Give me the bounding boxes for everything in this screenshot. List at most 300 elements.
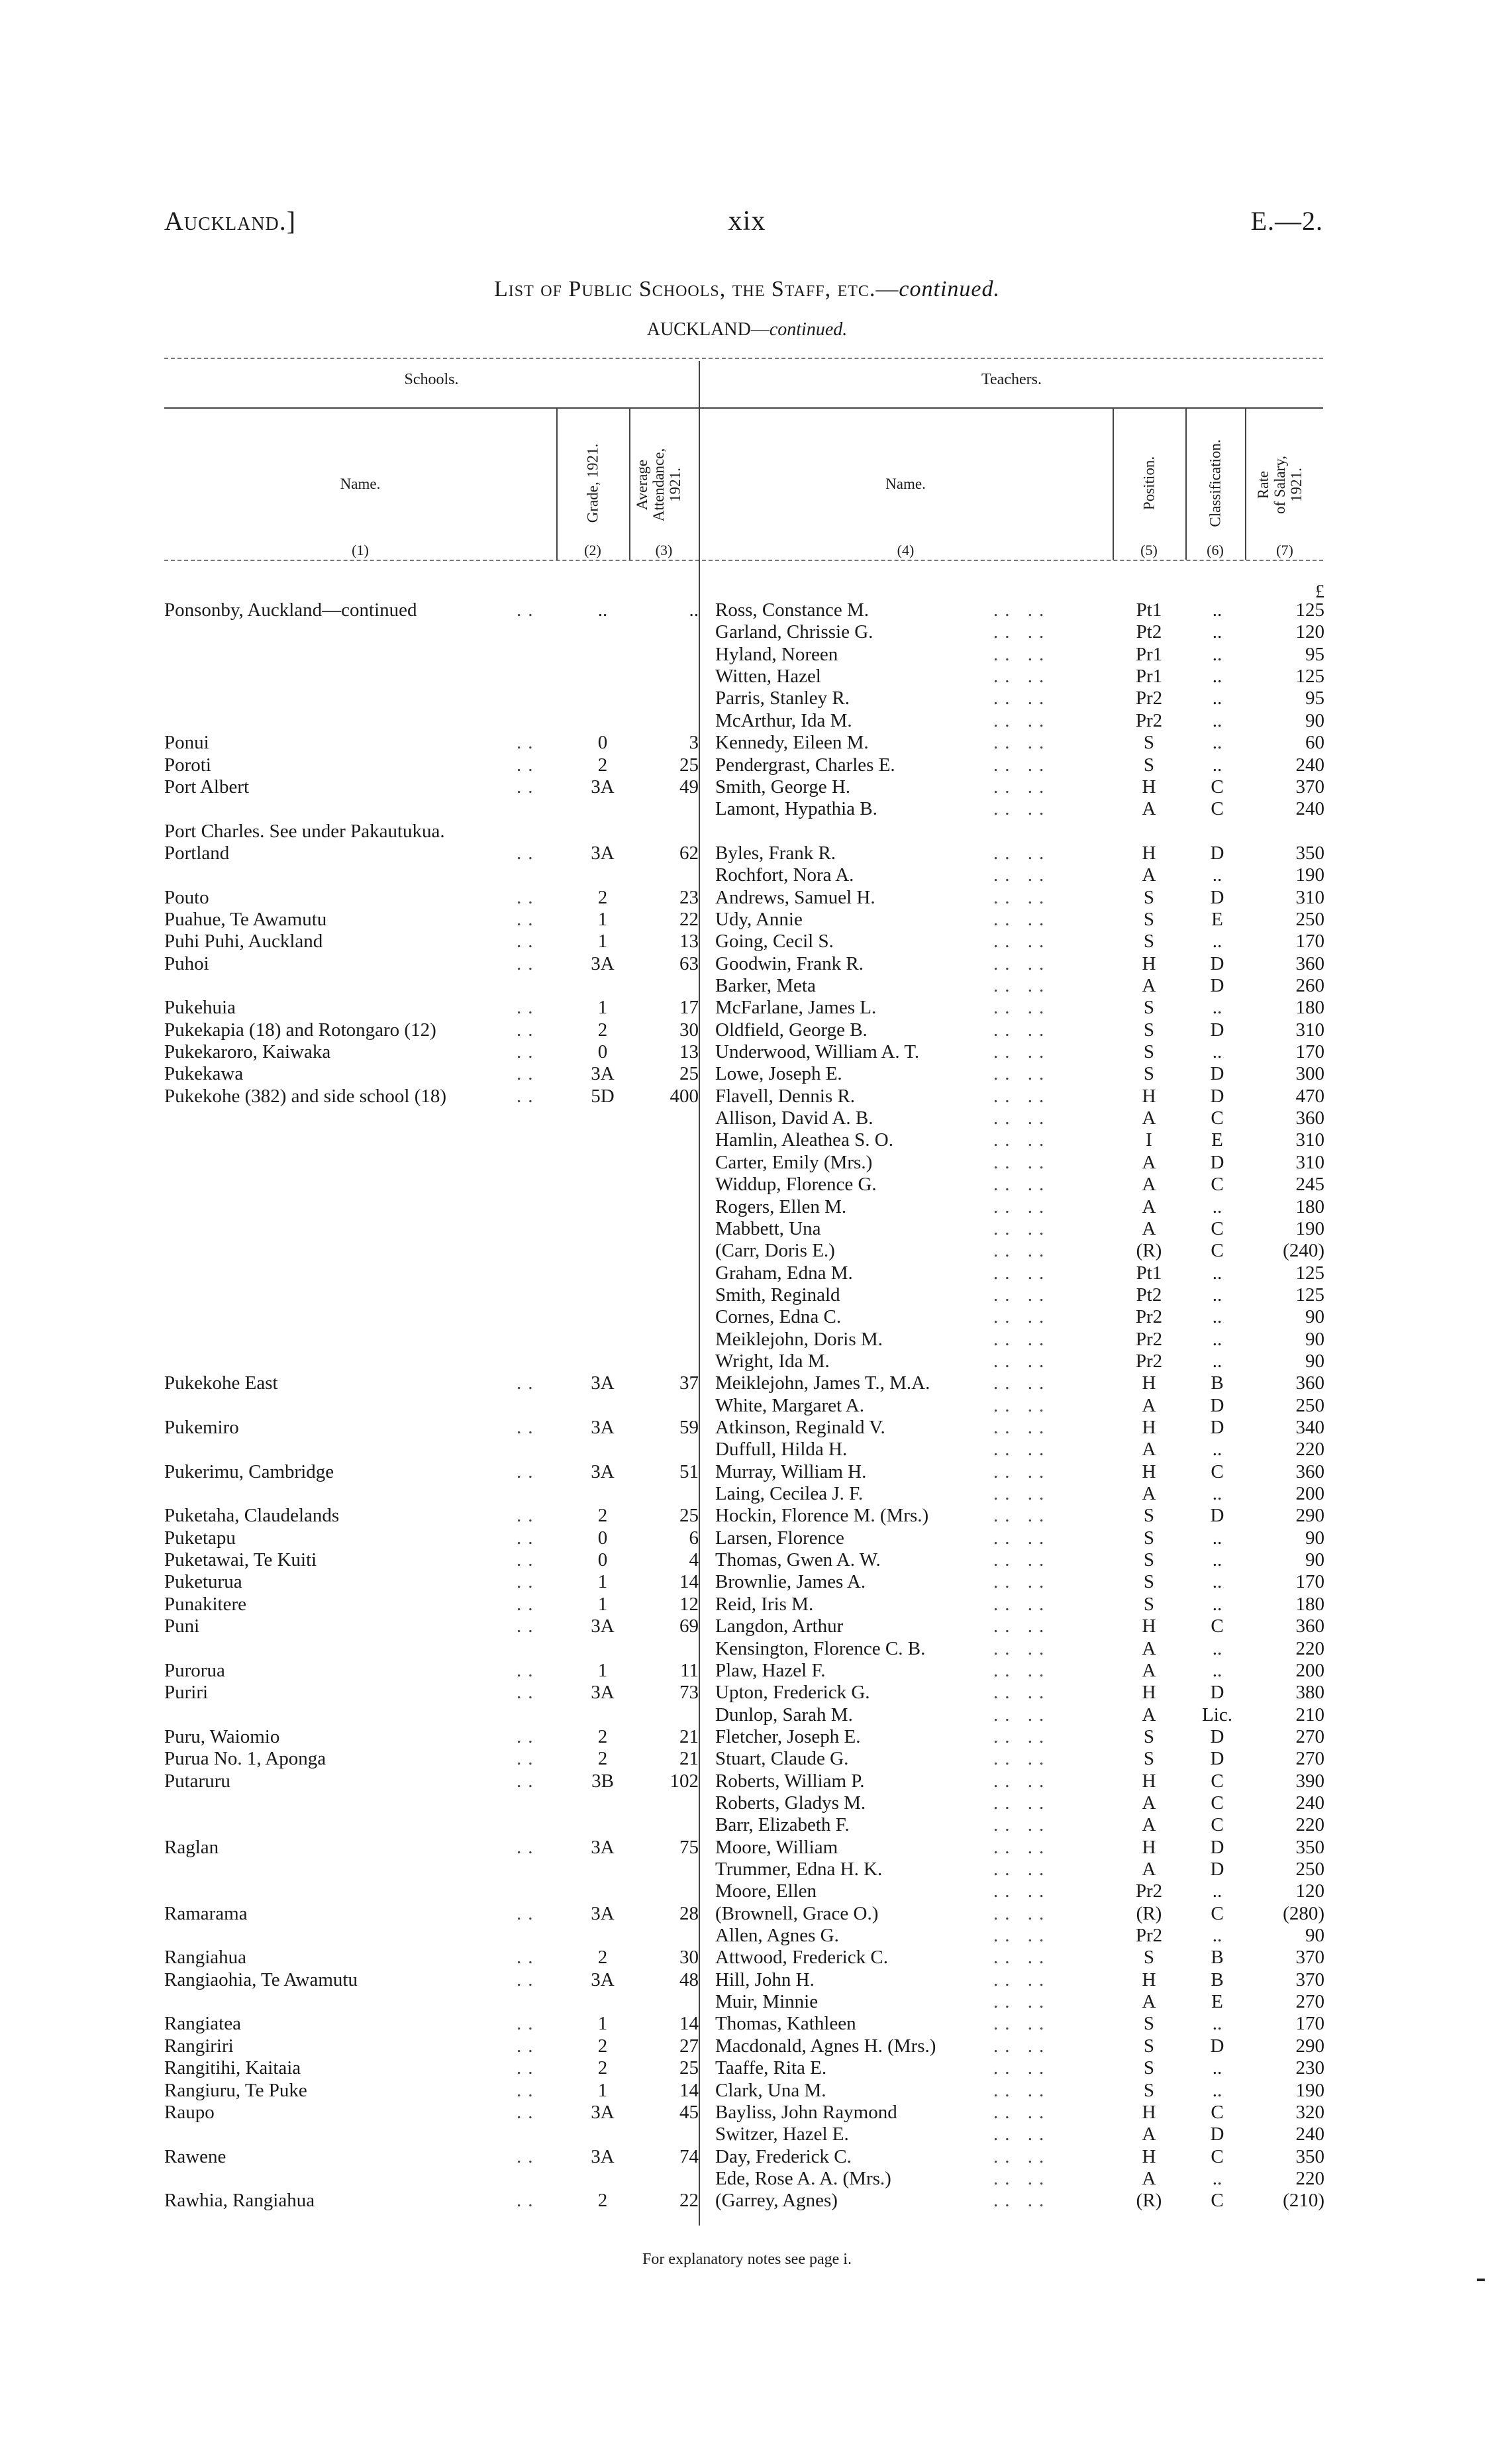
table-row [0, 1019, 1494, 1041]
classification: .. [1212, 666, 1222, 688]
teacher-name: Rogers, Ellen M. [715, 1196, 847, 1217]
classification: Lic. [1202, 1704, 1232, 1725]
salary: 320 [1295, 2101, 1324, 2123]
table-row [0, 2057, 1494, 2079]
subtitle-continued: continued. [769, 319, 848, 340]
school-name: Poroti [164, 754, 211, 776]
grade: 3A [591, 1902, 615, 1924]
col-divider-1 [556, 407, 558, 560]
classification: .. [1212, 754, 1222, 776]
attendance: .. [689, 599, 699, 621]
col-grade: Grade, 1921. [584, 443, 601, 523]
attendance: 17 [679, 997, 699, 1019]
col-number-1: (1) [352, 542, 369, 558]
teacher-name: Lowe, Joseph E. [715, 1063, 842, 1085]
school-name: Pukehuia [164, 997, 236, 1019]
table-row [0, 1041, 1494, 1063]
position: Pr1 [1135, 643, 1163, 665]
table-row [0, 1947, 1494, 1969]
salary: 240 [1295, 1792, 1324, 1814]
salary: (240) [1283, 1240, 1324, 1262]
teacher-name: Hamlin, Aleathea S. O. [715, 1129, 894, 1151]
leader-dots: .. .. [993, 1770, 1051, 1792]
school-name: Puhoi [164, 952, 209, 974]
teacher-name: Moore, Ellen [715, 1880, 817, 1902]
table-top-rule [164, 358, 1323, 359]
grade: 1 [597, 2079, 608, 2101]
table-row [0, 1527, 1494, 1549]
attendance: 48 [679, 1969, 699, 1990]
teacher-name: Thomas, Kathleen [715, 2013, 856, 2035]
leader-dots: .. .. [993, 2145, 1051, 2167]
attendance: 69 [679, 1616, 699, 1637]
teacher-name: Kennedy, Eileen M. [715, 732, 869, 754]
col-number-4: (4) [897, 542, 915, 558]
teacher-name: Ross, Constance M. [715, 599, 869, 621]
table-row [0, 666, 1494, 688]
school-name: Pukekohe (382) and side school (18) [164, 1085, 447, 1107]
leader-dots: .. .. [993, 1859, 1051, 1880]
teacher-name: Allison, David A. B. [715, 1107, 873, 1129]
leader-dots: .. .. [993, 1284, 1051, 1306]
position: Pr2 [1135, 709, 1163, 731]
grade: 2 [597, 886, 608, 908]
classification: D [1210, 1417, 1224, 1438]
teacher-name: Thomas, Gwen A. W. [715, 1549, 881, 1570]
classification: C [1211, 1107, 1224, 1129]
leader-dots: .. .. [993, 1439, 1051, 1461]
salary: 370 [1295, 1947, 1324, 1969]
school-name: Port Charles. See under Pakautukua. [164, 820, 445, 842]
attendance: 3 [689, 732, 699, 754]
leader-dots: .. [517, 2013, 540, 2035]
salary: 180 [1295, 1593, 1324, 1615]
table-row [0, 1439, 1494, 1461]
col-salary-line2: of Salary, [1271, 456, 1288, 514]
teacher-name: Day, Frederick C. [715, 2145, 852, 2167]
position: A [1142, 1107, 1156, 1129]
leader-dots: .. [517, 1902, 540, 1924]
table-row [0, 843, 1494, 864]
leader-dots: .. .. [993, 864, 1051, 886]
leader-dots: .. .. [993, 1704, 1051, 1725]
school-name: Puketurua [164, 1571, 242, 1593]
salary: 60 [1305, 732, 1324, 754]
school-name: Rangiaohia, Te Awamutu [164, 1969, 358, 1990]
teacher-name: Larsen, Florence [715, 1527, 844, 1549]
position: H [1142, 1682, 1156, 1704]
teacher-name: (Garrey, Agnes) [715, 2190, 838, 2212]
classification: D [1210, 975, 1224, 996]
position: A [1142, 864, 1156, 886]
grade: 3A [591, 1682, 615, 1704]
classification: E [1211, 1991, 1223, 2013]
position: S [1143, 1505, 1155, 1527]
position: H [1142, 1461, 1156, 1482]
leader-dots: .. .. [993, 2013, 1051, 2035]
salary: 190 [1295, 2079, 1324, 2101]
classification: C [1211, 1616, 1224, 1637]
leader-dots: .. .. [993, 754, 1051, 776]
position: Pr2 [1135, 1350, 1163, 1372]
classification: C [1211, 2101, 1224, 2123]
leader-dots: .. [517, 599, 540, 621]
table-row [0, 1638, 1494, 1660]
salary: 220 [1295, 2167, 1324, 2189]
school-name: Pukekohe East [164, 1372, 278, 1394]
teacher-name: Byles, Frank R. [715, 842, 836, 864]
attendance: 102 [670, 1770, 699, 1792]
salary: 200 [1295, 1483, 1324, 1504]
table-row [0, 798, 1494, 820]
leader-dots: .. .. [993, 643, 1051, 665]
teacher-name: Hill, John H. [715, 1969, 815, 1990]
header-bottom-rule [164, 560, 1323, 561]
classification: C [1211, 1461, 1224, 1482]
classification: B [1211, 1969, 1224, 1990]
leader-dots: .. [517, 2101, 540, 2123]
table-row [0, 1549, 1494, 1571]
teacher-name: Underwood, William A. T. [715, 1041, 920, 1062]
teacher-name: Langdon, Arthur [715, 1616, 844, 1637]
leader-dots: .. [517, 1969, 540, 1990]
salary: 90 [1305, 1350, 1324, 1372]
leader-dots: .. .. [993, 1527, 1051, 1549]
salary: 360 [1295, 952, 1324, 974]
table-row [0, 1129, 1494, 1151]
teacher-name: Meiklejohn, Doris M. [715, 1328, 883, 1350]
school-name: Rawene [164, 2145, 226, 2167]
classification: C [1211, 2145, 1224, 2167]
position: S [1143, 886, 1155, 908]
salary: 220 [1295, 1814, 1324, 1836]
col-salary-line3: 1921. [1288, 468, 1305, 502]
school-name: Puketaha, Claudelands [164, 1505, 340, 1527]
leader-dots: .. .. [993, 666, 1051, 688]
classification: .. [1212, 688, 1222, 709]
grade: 1 [597, 2013, 608, 2035]
teacher-name: Smith, George H. [715, 776, 851, 797]
school-name: Rangiuru, Te Puke [164, 2079, 307, 2101]
leader-dots: .. .. [993, 688, 1051, 709]
salary: 340 [1295, 1417, 1324, 1438]
attendance: 25 [679, 1505, 699, 1527]
position: A [1142, 975, 1156, 996]
group-schools: Schools. [404, 371, 459, 388]
position: A [1142, 1704, 1156, 1725]
leader-dots: .. .. [993, 2057, 1051, 2079]
leader-dots: .. [517, 1505, 540, 1527]
school-name: Puahue, Te Awamutu [164, 908, 327, 930]
col-divider-2 [629, 407, 630, 560]
attendance: 45 [679, 2101, 699, 2123]
attendance: 400 [670, 1085, 699, 1107]
leader-dots: .. [517, 1417, 540, 1438]
position: H [1142, 842, 1156, 864]
leader-dots: .. .. [993, 1151, 1051, 1173]
position: Pt2 [1136, 1284, 1162, 1306]
position: Pr2 [1135, 1306, 1163, 1328]
teacher-name: Ede, Rose A. A. (Mrs.) [715, 2167, 891, 2189]
salary: 90 [1305, 1549, 1324, 1570]
teacher-name: Carter, Emily (Mrs.) [715, 1151, 873, 1173]
leader-dots: .. .. [993, 1041, 1051, 1062]
salary: 125 [1295, 1262, 1324, 1284]
grade: .. [597, 599, 608, 621]
position: S [1143, 2035, 1155, 2057]
leader-dots: .. .. [993, 798, 1051, 820]
teacher-name: Switzer, Hazel E. [715, 2124, 849, 2145]
leader-dots: .. [517, 2079, 540, 2101]
grade: 3A [591, 2145, 615, 2167]
school-name: Rangiatea [164, 2013, 241, 2035]
school-name: Ponui [164, 732, 209, 754]
salary: 250 [1295, 1859, 1324, 1880]
grade: 3A [591, 1836, 615, 1858]
grade: 1 [597, 1593, 608, 1615]
attendance: 37 [679, 1372, 699, 1394]
classification: .. [1212, 1925, 1222, 1946]
position: Pr2 [1135, 1328, 1163, 1350]
classification: D [1210, 842, 1224, 864]
table-row [0, 1218, 1494, 1240]
classification: .. [1212, 997, 1222, 1019]
salary: 90 [1305, 709, 1324, 731]
leader-dots: .. [517, 1041, 540, 1062]
table-row [0, 953, 1494, 975]
salary: 290 [1295, 1505, 1324, 1527]
attendance: 6 [689, 1527, 699, 1549]
classification: D [1210, 1859, 1224, 1880]
school-name: Portland [164, 842, 230, 864]
leader-dots: .. .. [993, 732, 1051, 754]
table-row [0, 1814, 1494, 1836]
classification: .. [1212, 1483, 1222, 1504]
teacher-name: Plaw, Hazel F. [715, 1659, 826, 1681]
table-row [0, 1306, 1494, 1328]
position: H [1142, 776, 1156, 797]
subtitle-main: AUCKLAND— [646, 319, 770, 340]
salary: 360 [1295, 1372, 1324, 1394]
classification: .. [1212, 1549, 1222, 1570]
classification: B [1211, 1372, 1224, 1394]
classification: .. [1212, 1527, 1222, 1549]
salary: 210 [1295, 1704, 1324, 1725]
position: H [1142, 1969, 1156, 1990]
attendance: 30 [679, 1947, 699, 1969]
leader-dots: .. .. [993, 1217, 1051, 1239]
grade: 2 [597, 2035, 608, 2057]
col-attendance-line3: 1921. [667, 468, 683, 502]
grade: 0 [597, 732, 608, 754]
salary: 310 [1295, 1129, 1324, 1151]
table-row [0, 1372, 1494, 1394]
position: A [1142, 798, 1156, 820]
attendance: 22 [679, 908, 699, 930]
table-row [0, 688, 1494, 709]
teacher-name: Bayliss, John Raymond [715, 2101, 897, 2123]
leader-dots: .. .. [993, 1196, 1051, 1217]
grade: 1 [597, 997, 608, 1019]
position: S [1143, 1748, 1155, 1770]
leader-dots: .. .. [993, 2167, 1051, 2189]
leader-dots: .. [517, 732, 540, 754]
teacher-name: Trummer, Edna H. K. [715, 1859, 883, 1880]
leader-dots: .. .. [993, 2124, 1051, 2145]
grade: 2 [597, 2057, 608, 2079]
table-row [0, 1461, 1494, 1483]
leader-dots: .. .. [993, 621, 1051, 643]
table-row [0, 1704, 1494, 1726]
classification: .. [1212, 2167, 1222, 2189]
school-name: Puketawai, Te Kuiti [164, 1549, 317, 1570]
leader-dots: .. .. [993, 1129, 1051, 1151]
salary: 360 [1295, 1461, 1324, 1482]
teacher-name: Dunlop, Sarah M. [715, 1704, 853, 1725]
teacher-name: Flavell, Dennis R. [715, 1085, 856, 1107]
attendance: 21 [679, 1725, 699, 1747]
leader-dots: .. .. [993, 1394, 1051, 1416]
grade: 3A [591, 1372, 615, 1394]
leader-dots: .. .. [993, 599, 1051, 621]
table-row [0, 1792, 1494, 1814]
teacher-name: Murray, William H. [715, 1461, 867, 1482]
leader-dots: .. .. [993, 1947, 1051, 1969]
position: A [1142, 1637, 1156, 1659]
classification: .. [1212, 2079, 1222, 2101]
teacher-name: Graham, Edna M. [715, 1262, 853, 1284]
table-row [0, 1903, 1494, 1925]
teacher-name: Brownlie, James A. [715, 1571, 866, 1593]
classification: B [1211, 1947, 1224, 1969]
table-row [0, 754, 1494, 776]
teacher-name: Udy, Annie [715, 908, 803, 930]
grade: 0 [597, 1527, 608, 1549]
salary: 170 [1295, 2013, 1324, 2035]
classification: .. [1212, 732, 1222, 754]
salary: 200 [1295, 1659, 1324, 1681]
leader-dots: .. .. [993, 975, 1051, 996]
col-divider-6 [1245, 407, 1246, 560]
grade: 3A [591, 1969, 615, 1990]
salary: 170 [1295, 1571, 1324, 1593]
classification: .. [1212, 1262, 1222, 1284]
leader-dots: .. [517, 1593, 540, 1615]
grade: 2 [597, 1947, 608, 1969]
school-name: Port Albert [164, 776, 250, 797]
leader-dots: .. .. [993, 1571, 1051, 1593]
leader-dots: .. .. [993, 1019, 1051, 1041]
leader-dots: .. .. [993, 1925, 1051, 1946]
teacher-name: Attwood, Frederick C. [715, 1947, 888, 1969]
position: S [1143, 1571, 1155, 1593]
table-row [0, 1991, 1494, 2013]
table-row [0, 1859, 1494, 1880]
leader-dots: .. [517, 1527, 540, 1549]
grade: 3A [591, 842, 615, 864]
col-school-name: Name. [340, 476, 381, 492]
grade: 2 [597, 1019, 608, 1041]
col-number-7: (7) [1276, 542, 1293, 558]
teacher-name: Wright, Ida M. [715, 1350, 830, 1372]
col-teacher-name: Name. [885, 476, 926, 492]
teacher-name: Fletcher, Joseph E. [715, 1725, 861, 1747]
position: A [1142, 1439, 1156, 1461]
position: A [1142, 1217, 1156, 1239]
classification: .. [1212, 1637, 1222, 1659]
salary: 380 [1295, 1682, 1324, 1704]
position: S [1143, 732, 1155, 754]
position: A [1142, 2167, 1156, 2189]
leader-dots: .. [517, 776, 540, 797]
leader-dots: .. .. [993, 1085, 1051, 1107]
teacher-name: Laing, Cecilea J. F. [715, 1483, 864, 1504]
leader-dots: .. .. [993, 1328, 1051, 1350]
classification: .. [1212, 1196, 1222, 1217]
attendance: 23 [679, 886, 699, 908]
leader-dots: .. .. [993, 1483, 1051, 1504]
table-row [0, 931, 1494, 952]
table-row [0, 2102, 1494, 2124]
table-row [0, 1329, 1494, 1351]
col-divider-4 [1113, 407, 1114, 560]
classification: D [1210, 1748, 1224, 1770]
classification: D [1210, 952, 1224, 974]
attendance: 25 [679, 754, 699, 776]
grade: 2 [597, 2190, 608, 2212]
leader-dots: .. .. [993, 952, 1051, 974]
teacher-name: Duffull, Hilda H. [715, 1439, 848, 1461]
salary: 250 [1295, 908, 1324, 930]
leader-dots: .. .. [993, 1659, 1051, 1681]
school-name: Puru, Waiomio [164, 1725, 280, 1747]
teacher-name: Allen, Agnes G. [715, 1925, 839, 1946]
grade: 1 [597, 931, 608, 952]
leader-dots: .. .. [993, 1593, 1051, 1615]
attendance: 4 [689, 1549, 699, 1570]
position: S [1143, 997, 1155, 1019]
salary: 250 [1295, 1394, 1324, 1416]
table-row [0, 2146, 1494, 2168]
teacher-name: White, Margaret A. [715, 1394, 864, 1416]
table-row [0, 599, 1494, 621]
attendance: 22 [679, 2190, 699, 2212]
salary: 270 [1295, 1748, 1324, 1770]
classification: .. [1212, 864, 1222, 886]
classification: .. [1212, 709, 1222, 731]
teacher-name: Widdup, Florence G. [715, 1174, 877, 1196]
attendance: 73 [679, 1682, 699, 1704]
school-name: Raglan [164, 1836, 219, 1858]
leader-dots: .. [517, 952, 540, 974]
table-row [0, 1262, 1494, 1284]
classification: D [1210, 1019, 1224, 1041]
grade: 1 [597, 908, 608, 930]
leader-dots: .. .. [993, 2101, 1051, 2123]
leader-dots: .. [517, 1725, 540, 1747]
leader-dots: .. [517, 2190, 540, 2212]
leader-dots: .. .. [993, 1063, 1051, 1085]
leader-dots: .. .. [993, 1350, 1051, 1372]
leader-dots: .. .. [993, 2035, 1051, 2057]
col-attendance-line1: Average [634, 459, 650, 511]
table-row [0, 1063, 1494, 1085]
table-row [0, 864, 1494, 886]
col-number-6: (6) [1207, 542, 1224, 558]
salary: 350 [1295, 1836, 1324, 1858]
grade: 3A [591, 2101, 615, 2123]
attendance: 12 [679, 1593, 699, 1615]
